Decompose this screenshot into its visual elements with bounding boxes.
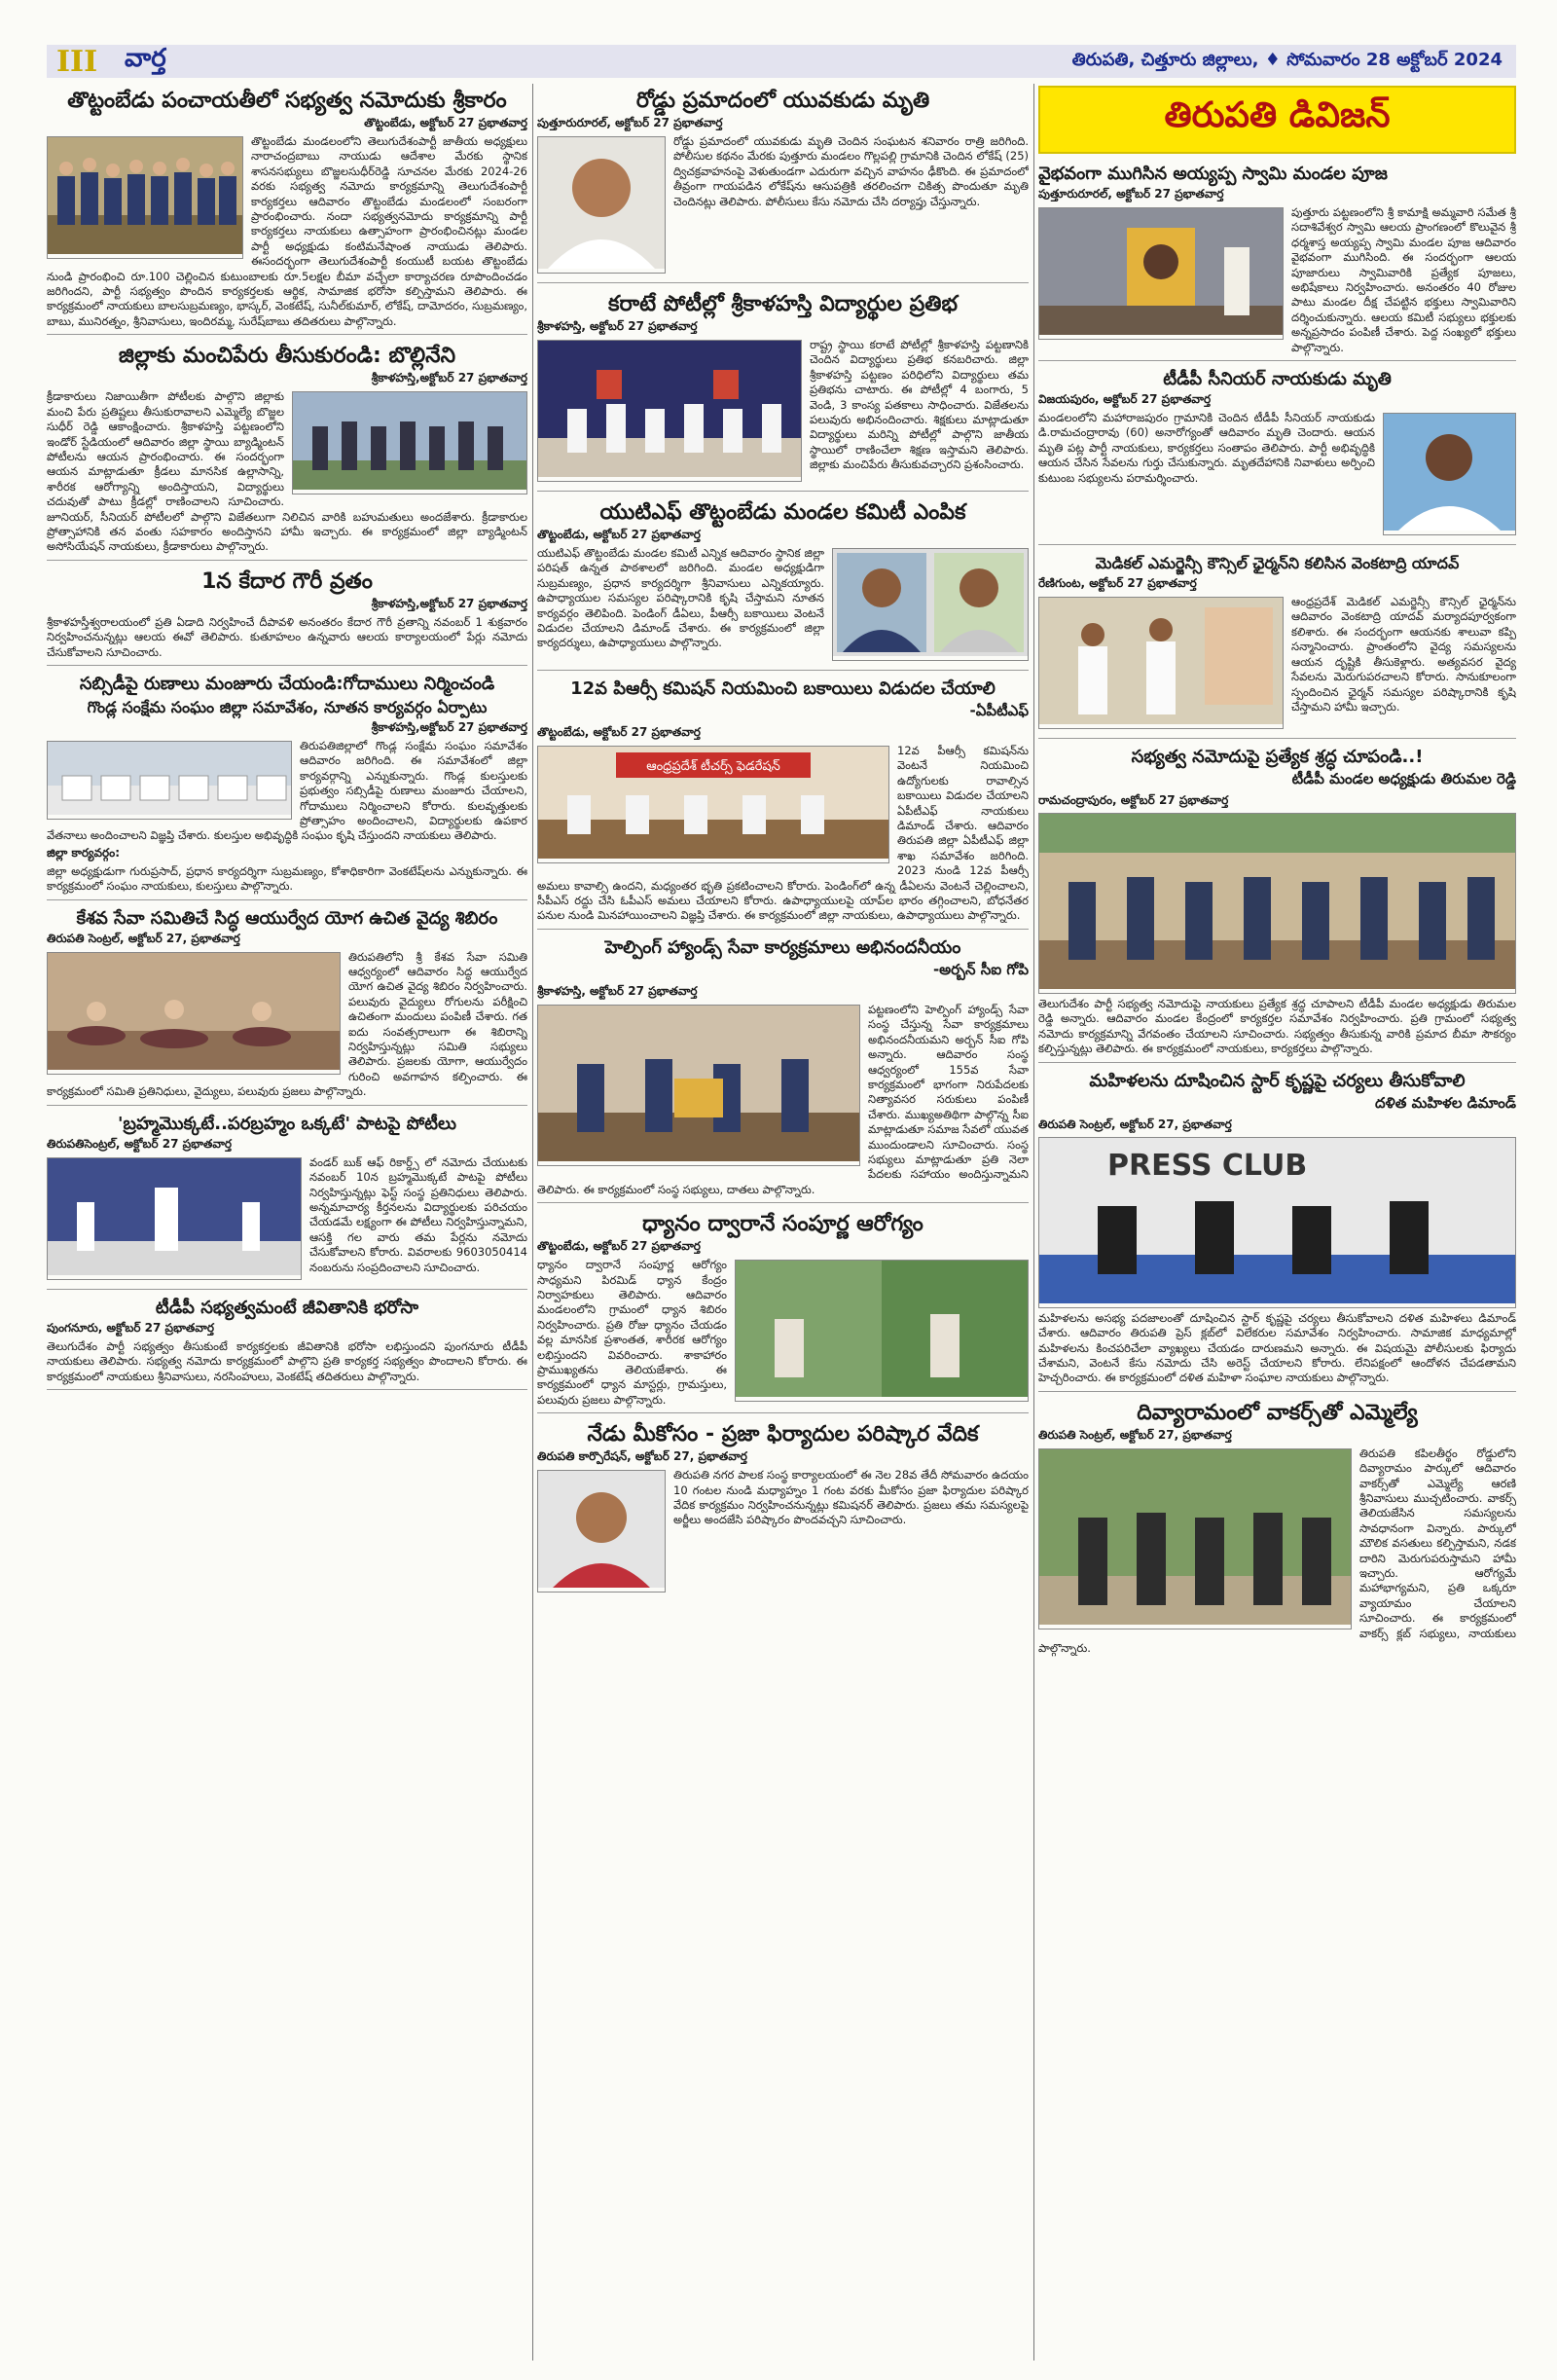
sub-headline: గొండ్ల సంక్షేమ సంఘం జిల్లా సమావేశం, నూతన కార్యవర్గం ఏర్పాటు: [87, 697, 488, 716]
photo-felicitation: [1038, 597, 1284, 729]
article-body: తిరుపతి కపిలతీర్థం రోడ్డులోని దివ్యారామం పార్కులో ఆదివారం వాకర్స్‌తో ఎమ్మెల్యే ఆరణి శ్రీనివాసులు ముచ్చటించారు. వాకర్స్ తెలియజేసిన సమస్యలను సావధానంగా విన్నారు. పార్కులో మౌలిక వసతులు కల్పిస్తామని, నడక దారిని మెరుగుపరుస్తామని హామీ ఇచ్చారు. ఆరోగ్యమే మహాభాగ్యమని, ప్రతి ఒక్కరూ వ్యాయామం చేయాలని సూచించారు. ఈ కార్యక్రమంలో వాకర్స్ క్లబ్ సభ్యులు, నాయకులు పాల్గొన్నారు.: [1038, 1446, 1516, 1655]
dateline: శ్రీకాళహస్తి,అక్టోబర్ 27 ప్రభాతవార్త: [371, 596, 527, 610]
article-body: శ్రీకాళహస్తీశ్వరాలయంలో ప్రతి ఏడాది నిర్వహించే దీపావళి అనంతరం కేదార గౌరీ వ్రతాన్ని నవంబర్ 1 శుక్రవారం నిర్వహించనున్నట్లు ఆలయ ఈవో తెలిపారు. కుతూహలం ఉన్నవారు ఆలయ కార్యాలయంలో పేర్లు నమోదు చేసుకోవాలని సూచించారు.: [47, 614, 527, 659]
page-number: III: [56, 44, 98, 79]
photo-two-portraits: [832, 548, 1029, 661]
article: [537, 84, 1029, 283]
article-body: రోడ్డు ప్రమాదంలో యువకుడు మృతి చెందిన సంఘటన శనివారం రాత్రి జరిగింది. పోలీసుల కథనం మేరకు పుత్తూరు మండలం గొల్లపల్లి గ్రామానికి చెందిన లోకేష్ (25) ద్విచక్రవాహనంపై వెళుతుండగా ఎదురుగా వచ్చిన వాహనం ఢీకొంది. ఈ ప్రమాదంలో తీవ్రంగా గాయపడిన లోకేష్‌ను ఆసుపత్రికి తరలించగా చికిత్స పొందుతూ మృతి చెందినట్లు తెలిపారు. పోలీసులు కేసు నమోదు చేసి దర్యాప్తు చేస్తున్నారు.: [673, 134, 1029, 208]
headline: మహిళలను దూషించిన స్టార్ కృష్ణపై చర్యలు తీసుకోవాలి: [1089, 1070, 1466, 1091]
sub-headline: -అర్బన్ సీఐ గోపి: [932, 960, 1029, 978]
article: [47, 670, 527, 900]
article-body: 12వ పీఆర్సీ కమిషన్‌ను వెంటనే నియమించి ఉద్యోగులకు రావాల్సిన బకాయిలు విడుదల చేయాలని ఏపీటీఎఫ్ నాయకులు డిమాండ్ చేశారు. ఆదివారం తిరుపతి జిల్లా ఏపీటీఎఫ్ జిల్లా శాఖ సమావేశం జరిగింది. 2023 నుండి 12వ పీఆర్సీ అమలు కావాల్సి ఉందని, మధ్యంతర భృతి ప్రకటించాలని కోరారు. పెండింగ్‌లో ఉన్న డీఏలను వెంటనే చెల్లించాలని, సీపీఎస్ రద్దు చేసి ఓపీఎస్ అమలు చేయాలని కోరారు. ఉపాధ్యాయులపై యాప్‌ల భారం తగ్గించాలని, బోధనేతర పనుల నుండి మినహాయించాలని విజ్ఞప్తి చేశారు. ఈ కార్యక్రమంలో జిల్లా నాయకులు, ఉపాధ్యాయులు పాల్గొన్నారు.: [537, 744, 1029, 923]
article-body: రాష్ట్ర స్థాయి కరాటే పోటీల్లో శ్రీకాళహస్తి పట్టణానికి చెందిన విద్యార్థులు ప్రతిభ కనబరిచారు. జిల్లా శ్రీకాళహస్తి పట్టణం పరిధిలోని విద్యార్థులు తమ ప్రతిభను చాటారు. ఈ పోటీల్లో 4 బంగారు, 5 వెండి, 3 కాంస్య పతకాలు సాధించారు. విజేతలను పలువురు అభినందించారు. శిక్షకులు మాట్లాడుతూ విద్యార్థులు మరిన్ని పోటీల్లో పాల్గొని జాతీయ స్థాయిలో రాణించేలా శిక్షణ ఇస్తామని తెలిపారు. జిల్లాకు మంచిపేరు తీసుకువచ్చారని ప్రశంసించారు.: [810, 338, 1029, 472]
headline: హెల్పింగ్ హ్యాండ్స్ సేవా కార్యక్రమాలు అభినందనీయం: [604, 936, 961, 958]
article-body: తిరుపతి నగర పాలక సంస్థ కార్యాలయంలో ఈ నెల 28వ తేదీ సోమవారం ఉదయం 10 గంటల నుండి మధ్యాహ్నం 1 గంట వరకు మీకోసం ప్రజా ఫిర్యాదుల పరిష్కార వేదిక కార్యక్రమం నిర్వహించనున్నట్లు కమిషనర్ తెలిపారు. ప్రజలు తమ సమస్యలపై అర్జీలు అందజేసి పరిష్కారం పొందవచ్చని సూచించారు.: [673, 1468, 1029, 1527]
dateline: పుత్తూరురూరల్, అక్టోబర్ 27 ప్రభాతవార్త: [1038, 187, 1224, 201]
article-body: తెలుగుదేశం పార్టీ సభ్యత్వం తీసుకుంటే కార్యకర్తలకు జీవితానికి భరోసా లభిస్తుందని పుంగనూరు టీడీపీ నాయకులు తెలిపారు. సభ్యత్వ నమోదు కార్యక్రమంలో పాల్గొని ప్రతి కార్యకర్త సభ్యత్వం పొందాలని కోరారు. ఈ కార్యక్రమంలో నాయకులు శ్రీనివాసులు, నరసింహులు, వెంకటేష్ తదితరులు పాల్గొన్నారు.: [47, 1338, 527, 1383]
photo-students-stage: [47, 1157, 302, 1280]
photo-donation: [537, 1005, 860, 1166]
photo-meditation: [735, 1260, 1029, 1402]
article: [537, 934, 1029, 1203]
article: [537, 287, 1029, 492]
article-body: మహిళలను అసభ్య పదజాలంతో దూషించిన స్టార్ కృష్ణపై చర్యలు తీసుకోవాలని దళిత మహిళలు డిమాండ్ చేశారు. ఆదివారం తిరుపతి ప్రెస్ క్లబ్‌లో విలేకరుల సమావేశం నిర్వహించారు. సామాజిక మాధ్యమాల్లో మహిళలను కించపరిచేలా వ్యాఖ్యలు చేయడం దారుణమని అన్నారు. ఈ విషయమై పోలీసులకు ఫిర్యాదు చేశామని, వెంటనే కేసు నమోదు చేసి అరెస్ట్ చేయాలని కోరారు. లేనిపక్షంలో ఆందోళన చేపడతామని హెచ్చరించారు. ఈ కార్యక్రమంలో దళిత మహిళా సంఘాల నాయకులు పాల్గొన్నారు.: [1038, 1310, 1516, 1385]
subhead: జిల్లా కార్యవర్గం:: [47, 845, 121, 860]
column-right: [1038, 84, 1516, 2361]
article: [47, 84, 527, 335]
headline: 1న కేదార గౌరీ వ్రతం: [201, 568, 373, 594]
article: [47, 904, 527, 1106]
photo-party-group: [47, 136, 243, 259]
photo-ayyappa-puja: [1038, 207, 1284, 340]
headline: కేశవ సేవా సమితిచే సిద్ధ ఆయుర్వేద యోగ ఉచిత వైద్య శిబిరం: [76, 907, 498, 929]
article-body: యుటిఎఫ్ తొట్టంబేడు మండల కమిటీ ఎన్నిక ఆదివారం స్థానిక జిల్లా పరిషత్ ఉన్నత పాఠశాలలో జరిగింది. మండల అధ్యక్షుడిగా సుబ్రమణ్యం, ప్రధాన కార్యదర్శిగా శ్రీనివాసులు ఎన్నికయ్యారు. ఉపాధ్యాయుల సమస్యల పరిష్కారానికి కృషి చేస్తామని నూతన కార్యవర్గం తెలిపింది. పెండింగ్ డీఏలు, పీఆర్సీ బకాయిలు వెంటనే విడుదల చేయాలని డిమాండ్ చేశారు. ఈ కార్యక్రమంలో జిల్లా కార్యదర్శులు, ఉపాధ్యాయులు పాల్గొన్నారు.: [537, 546, 824, 650]
article-body: మండలంలోని మహారాజపురం గ్రామానికి చెందిన టీడీపీ సీనియర్ నాయకుడు డి.రామచంద్రారావు (60) అనారోగ్యంతో ఆదివారం మృతి చెందారు. ఆయన మృతి పట్ల పార్టీ నాయకులు, కార్యకర్తలు సంతాపం తెలిపారు. పార్టీ అభివృద్ధికి ఆయన చేసిన సేవలను గుర్తు చేసుకున్నారు. మృతదేహానికి నివాళులు అర్పించి కుటుంబ సభ్యులను పరామర్శించారు.: [1038, 411, 1375, 485]
column-middle: [537, 84, 1029, 2361]
article: [537, 1207, 1029, 1413]
dateline: విజయపురం, అక్టోబర్ 27 ప్రభాతవార్త: [1038, 392, 1212, 407]
press-club-sign: PRESS CLUB: [1107, 1148, 1308, 1183]
dateline: తొట్టంబేడు, అక్టోబర్ 27 ప్రభాతవార్త: [364, 116, 527, 129]
headline: దివ్యారామంలో వాకర్స్‌తో ఎమ్మెల్యే: [1137, 1400, 1418, 1425]
photo-tdp-meeting: [1038, 813, 1516, 994]
dateline: తొట్టంబేడు, అక్టోబర్ 27 ప్రభాతవార్త: [537, 528, 701, 541]
article-body: తొట్టంబేడు మండలంలోని తెలుగుదేశంపార్టీ జాతీయ అధ్యక్షులు నారాచంద్రబాబు నాయుడు ఆదేశాల మేరకు స్థానిక శాసనసభ్యులు బొజ్జలసుధీర్‌రెడ్డి సూచనల మేరకు 2024-26 వరకు సభ్యత్వ నమోదు కార్యక్రమాన్ని తెలుగుదేశంపార్టీ కార్యకర్తలు ఆదివారం తొట్టంబేడు మండలంలో సంబరంగా ప్రారంభించారు. నందా సభ్యత్వనమోదు కార్యక్రమాన్ని పార్టీ కార్యకర్తలు నాయకులు ఉత్సాహంగా ప్రారంభించినట్లు మండల పార్టీ అధ్యక్షుడు కంటిమనేషాంత నాయుడు తెలిపారు. ఈసందర్భంగా తెలుగుదేశంపార్టీ కంయుటీ బయట తొట్టంబేడు నుండి ప్రారంభించి రూ.100 చెల్లించిన కుటుంబాలకు రూ.5లక్షల బీమా వచ్చేలా కార్యాచరణ రూపొందించడం జరిగిందని, పార్టీ సభ్యత్వం పొందిన కార్యకర్తలకు ఆర్థిక, సామాజిక భరోసా కల్పిస్తామని తెలిపారు. ఈ కార్యక్రమంలో నాయకులు బాలసుబ్రమణ్యం, భాస్కర్, వెంకటేష్, సునీల్‌కుమార్, లోకేష్, దామోదరం, సుబ్రమణ్యం, బాబు, మునిరత్నం, శ్రీనివాసులు, ఇందిరమ్మ, సురేష్‌బాబు తదితరులు పాల్గొన్నారు.: [47, 134, 527, 328]
photo-karate-students: [537, 340, 802, 482]
photo-badminton: [292, 391, 527, 494]
headline: నేడు మీకోసం - ప్రజా ఫిర్యాదుల పరిష్కార వేదిక: [587, 1422, 979, 1447]
article: [47, 1110, 527, 1290]
article-body: ధ్యానం ద్వారానే సంపూర్ణ ఆరోగ్యం సాధ్యమని పిరమిడ్ ధ్యాన కేంద్రం నిర్వాహకులు తెలిపారు. ఆదివారం మండలంలోని గ్రామంలో ధ్యాన శిబిరం నిర్వహించారు. ప్రతి రోజు ధ్యానం చేయడం వల్ల మానసిక ప్రశాంతత, శారీరక ఆరోగ్యం లభిస్తుందని వివరించారు. శాకాహారం ప్రాముఖ్యతను తెలియజేశారు. ఈ కార్యక్రమంలో ధ్యాన మాస్టర్లు, గ్రామస్తులు, పలువురు ప్రజలు పాల్గొన్నారు.: [537, 1258, 727, 1407]
article-body: పుత్తూరు పట్టణంలోని శ్రీ కామాక్షి అమ్మవారి సమేత శ్రీ సదాశివేశ్వర స్వామి ఆలయ ప్రాంగణంలో కొలువైన శ్రీ ధర్మశాస్త అయ్యప్ప స్వామి మండల పూజ ఆదివారం వైభవంగా ముగిసింది. ఈ సందర్భంగా ఆలయ పూజారులు స్వామివారికి ప్రత్యేక పూజలు, అభిషేకాలు నిర్వహించారు. అనంతరం 40 రోజుల పాటు మండల దీక్ష చేపట్టిన భక్తులు స్వామివారిని దర్శించుకున్నారు. ఆలయ కమిటీ సభ్యులు భక్తులకు అన్నప్రసాదం పంపిణీ చేశారు. పెద్ద సంఖ్యలో భక్తులు పాల్గొన్నారు.: [1291, 205, 1516, 354]
headline: 12వ పిఆర్సీ కమిషన్ నియమించి బకాయిలు విడుదల చేయాలి: [570, 678, 996, 699]
sub-headline: -ఏపీటీఎఫ్: [969, 702, 1029, 719]
dateline: శ్రీకాళహస్తి, అక్టోబర్ 27 ప్రభాతవార్త: [537, 983, 698, 998]
dateline: తిరుపతి సెంట్రల్, అక్టోబర్ 27, ప్రభాతవార్త: [1038, 1427, 1232, 1442]
column-divider: [532, 84, 533, 2361]
dateline: రామచంద్రాపురం, అక్టోబర్ 27 ప్రభాతవార్త: [1038, 793, 1229, 808]
headline: మెడికల్ ఎమర్జెన్సీ కౌన్సిల్ ఛైర్మన్‌ని కలిసిన వెంకటాద్రి యాదవ్: [1095, 554, 1460, 573]
article-body: వండర్ బుక్ ఆఫ్ రికార్డ్స్ లో నమోదు చేయుటకు నవంబర్ 10న బ్రహ్మమొక్కటే పాటపై పోటీలు నిర్వహిస్తున్నట్లు ఫెస్ట్ సంస్థ ప్రతినిధులు తెలిపారు. అన్నమాచార్య కీర్తనలను విద్యార్థులకు పరిచయం చేయడమే లక్ష్యంగా ఈ పోటీలు నిర్వహిస్తున్నామని, ఆసక్తి గల వారు తమ పేర్లను నమోదు చేసుకోవాలని కోరారు. వివరాలకు 9603050414 నంబరును సంప్రదించాలని సూచించారు.: [309, 1154, 527, 1274]
article: [537, 1417, 1029, 1601]
article: [1038, 549, 1516, 739]
headline: వైభవంగా ముగిసిన అయ్యప్ప స్వామి మండల పూజ: [1038, 164, 1388, 184]
masthead: [47, 45, 1516, 78]
dateline: శ్రీకాళహస్తి,అక్టోబర్ 27 ప్రభాతవార్త: [371, 719, 527, 734]
article: [1038, 743, 1516, 1063]
article: [47, 565, 527, 666]
dateline: రేణిగుంట, అక్టోబర్ 27 ప్రభాతవార్త: [1038, 576, 1197, 591]
dateline: తిరుపతి సెంట్రల్, అక్టోబర్ 27, ప్రభాతవార్త: [1038, 1117, 1232, 1131]
article-body: తిరుపతిలోని శ్రీ కేశవ సేవా సమితి ఆధ్వర్యంలో ఆదివారం సిద్ధ ఆయుర్వేద యోగ ఉచిత వైద్య శిబిరం నిర్వహించారు. పలువురు వైద్యులు రోగులను పరీక్షించి ఉచితంగా మందులు పంపిణీ చేశారు. గత ఐదు సంవత్సరాలుగా ఈ శిబిరాన్ని నిర్వహిస్తున్నట్లు సమితి సభ్యులు తెలిపారు. ప్రజలకు యోగా, ఆయుర్వేదం గురించి అవగాహన కల్పించారు. ఈ కార్యక్రమంలో సమితి ప్రతినిధులు, వైద్యులు, పలువురు ప్రజలు పాల్గొన్నారు.: [47, 949, 527, 1099]
headline: తొట్టంబేడు పంచాయతీలో సభ్యత్వ నమోదుకు శ్రీకారం: [67, 89, 507, 113]
sub-headline: టీడీపీ మండల అధ్యక్షుడు తిరుమల రెడ్డి: [1291, 770, 1516, 788]
photo-meeting-hall: [47, 741, 292, 820]
article: [47, 339, 527, 560]
photo-commissioner: [537, 1470, 666, 1593]
photo-portrait-victim: [537, 136, 666, 274]
article: [537, 495, 1029, 671]
dateline: తిరుపతిసెంట్రల్, అక్టోబర్ 27 ప్రభాతవార్త: [47, 1136, 233, 1151]
edition-date: తిరుపతి, చిత్తూరు జిల్లాలు, ♦ సోమవారం 28 అక్టోబర్ 2024: [1071, 49, 1503, 70]
article-body: పట్టణంలోని హెల్పింగ్ హ్యాండ్స్ సేవా సంస్థ చేస్తున్న సేవా కార్యక్రమాలు అభినందనీయమని అర్బన్ సీఐ గోపి అన్నారు. ఆదివారం సంస్థ ఆధ్వర్యంలో 155వ సేవా కార్యక్రమంలో భాగంగా నిరుపేదలకు నిత్యావసర సరుకులు పంపిణీ చేశారు. ముఖ్యఅతిథిగా పాల్గొన్న సీఐ మాట్లాడుతూ సమాజ సేవలో యువత ముందుండాలని సూచించారు. సంస్థ సభ్యులు మాట్లాడుతూ ప్రతి నెలా పేదలకు సహాయం అందిస్తున్నామని తెలిపారు. ఈ కార్యక్రమంలో సంస్థ సభ్యులు, దాతలు పాల్గొన్నారు.: [537, 1002, 1029, 1196]
article: [1038, 160, 1516, 361]
article: [1038, 1396, 1516, 1662]
article: [1038, 1067, 1516, 1392]
article: [537, 675, 1029, 930]
photo-medical-camp: [47, 952, 341, 1075]
banner-text: ఆంధ్రప్రదేశ్ టీచర్స్ ఫెడరేషన్: [646, 759, 780, 774]
headline: సభ్యత్వ నమోదుపై ప్రత్యేక శ్రద్ధ చూపండి..!: [1131, 747, 1424, 768]
division-banner: తిరుపతి డివిజన్: [1038, 86, 1516, 154]
headline: రోడ్డు ప్రమాదంలో యువకుడు మృతి: [635, 89, 930, 113]
headline: ధ్యానం ద్వారానే సంపూర్ణ ఆరోగ్యం: [642, 1212, 923, 1237]
photo-walkers-park: [1038, 1448, 1352, 1629]
article-body: తెలుగుదేశం పార్టీ సభ్యత్వ నమోదుపై నాయకులు ప్రత్యేక శ్రద్ధ చూపాలని టీడీపీ మండల అధ్యక్షుడు తిరుమల రెడ్డి అన్నారు. ఆదివారం మండల కేంద్రంలో కార్యకర్తల సమావేశం నిర్వహించారు. ప్రతి గ్రామంలో సభ్యత్వ నమోదు కార్యక్రమాన్ని వేగవంతం చేయాలని సూచించారు. సభ్యత్వం తీసుకున్న వారికి ప్రమాద బీమా సౌకర్యం కల్పిస్తున్నట్లు తెలిపారు. ఈ కార్యక్రమంలో నాయకులు, కార్యకర్తలు పాల్గొన్నారు.: [1038, 997, 1516, 1056]
article-body: తిరుపతిజిల్లాలో గొండ్ల సంక్షేమ సంఘం సమావేశం ఆదివారం జరిగింది. ఈ సమావేశంలో జిల్లా కార్యవర్గాన్ని ఎన్నుకున్నారు. గొండ్ల కులస్తులకు ప్రభుత్వం సబ్సిడీపై రుణాలు మంజూరు చేయాలని, గోదాములు నిర్మించాలని కోరారు. కులవృత్తులకు ప్రోత్సాహం అందించాలని, విద్యార్థులకు ఉపకార వేతనాలు అందించాలని విజ్ఞప్తి చేశారు. కులస్తుల అభివృద్ధికి సంఘం కృషి చేస్తుందని నాయకులు తెలిపారు.: [47, 738, 527, 843]
photo-press-club: [1038, 1137, 1516, 1308]
article-body: క్రీడాకారులు నిజాయితీగా పోటీలకు పాల్గొని జిల్లాకు మంచి పేరు ప్రతిష్టలు తీసుకురావాలని ఎమ్మెల్యే బొజ్జల సుధీర్ రెడ్డి ఆకాంక్షించారు. శ్రీకాళహస్తి పట్టణంలోని ఇండోర్ స్టేడియంలో ఆదివారం జిల్లా స్థాయి బ్యాడ్మింటన్ పోటీలను ఆయన ప్రారంభించారు. ఈ సందర్భంగా ఆయన మాట్లాడుతూ క్రీడలు మానసిక ఉల్లాసాన్ని, శారీరక ఆరోగ్యాన్ని అందిస్తాయని, విద్యార్థులు చదువుతో పాటు క్రీడల్లో రాణించాలని సూచించారు. జూనియర్, సీనియర్ పోటీలలో పాల్గొని విజేతలుగా నిలిచిన వారికి బహుమతులు అందజేశారు. క్రీడాకారుల ప్రోత్సాహానికి తన వంతు సహకారం అందిస్తానని హామీ ఇచ్చారు. ఈ కార్యక్రమంలో జిల్లా బ్యాడ్మింటన్ అసోసియేషన్ నాయకులు, క్రీడాకారులు పాల్గొన్నారు.: [47, 389, 527, 554]
dateline: పుంగనూరు, అక్టోబర్ 27 ప్రభాతవార్త: [47, 1320, 214, 1335]
headline: కరాటే పోటీల్లో శ్రీకాళహస్తి విద్యార్థుల ప్రతిభ: [607, 292, 959, 316]
photo-teachers-federation: [537, 746, 889, 863]
headline: టీడీపీ సీనియర్ నాయకుడు మృతి: [1163, 369, 1392, 390]
dateline: శ్రీకాళహస్తి, అక్టోబర్ 27 ప్రభాతవార్త: [537, 319, 698, 333]
sub-headline: దళిత మహిళల డిమాండ్: [1375, 1093, 1516, 1112]
column-left: [47, 84, 527, 2361]
headline: 'బ్రహ్మమొక్కటే..పరబ్రహ్మం ఒక్కటే' పాటపై పోటీలు: [118, 1113, 456, 1134]
dateline: పుత్తూరురూరల్, అక్టోబర్ 27 ప్రభాతవార్త: [537, 116, 723, 129]
dateline: తొట్టంబేడు, అక్టోబర్ 27 ప్రభాతవార్త: [537, 725, 701, 739]
dateline: శ్రీకాళహస్తి,అక్టోబర్ 27 ప్రభాతవార్త: [371, 371, 527, 385]
column-divider: [1033, 84, 1034, 2361]
article-body: జిల్లా అధ్యక్షుడుగా గురుప్రసాద్, ప్రధాన కార్యదర్శిగా సుబ్రమణ్యం, కోశాధికారిగా వెంకటేష్‌లను ఎన్నుకున్నారు. ఈ కార్యక్రమంలో సంఘం నాయకులు, కులస్తులు పాల్గొన్నారు.: [47, 863, 527, 894]
headline: సబ్సిడీపై రుణాలు మంజూరు చేయండి:గోదాములు నిర్మించండి: [79, 673, 495, 694]
dateline: తిరుపతి కార్పొరేషన్, అక్టోబర్ 27, ప్రభాతవార్త: [537, 1449, 747, 1464]
headline: యుటిఎఫ్ తొట్టంబేడు మండల కమిటీ ఎంపిక: [599, 500, 966, 525]
paper-logo: వార్త: [125, 44, 166, 73]
headline: జిల్లాకు మంచిపేరు తీసుకురండి: బొల్లినేని: [118, 344, 456, 369]
article-body: ఆంధ్రప్రదేశ్ మెడికల్ ఎమర్జెన్సీ కౌన్సిల్ ఛైర్మన్‌ను ఆదివారం వెంకటాద్రి యాదవ్ మర్యాదపూర్వకంగా కలిశారు. ఈ సందర్భంగా ఆయనకు శాలువా కప్పి సన్మానించారు. ప్రాంతంలోని వైద్య సమస్యలను ఆయన దృష్టికి తీసుకెళ్లారు. అత్యవసర వైద్య సేవలను మెరుగుపరచాలని కోరారు. సానుకూలంగా స్పందించిన ఛైర్మన్ సమస్యల పరిష్కారానికి కృషి చేస్తామని హామీ ఇచ్చారు.: [1291, 595, 1516, 714]
photo-portrait-leader: [1383, 413, 1516, 535]
dateline: తొట్టంబేడు, అక్టోబర్ 27 ప్రభాతవార్త: [537, 1239, 701, 1254]
article: [1038, 365, 1516, 545]
article: [47, 1294, 527, 1390]
headline: టీడీపీ సభ్యత్వమంటే జీవితానికి భరోసా: [155, 1297, 419, 1318]
dateline: తిరుపతి సెంట్రల్, అక్టోబర్ 27, ప్రభాతవార్త: [47, 931, 240, 945]
